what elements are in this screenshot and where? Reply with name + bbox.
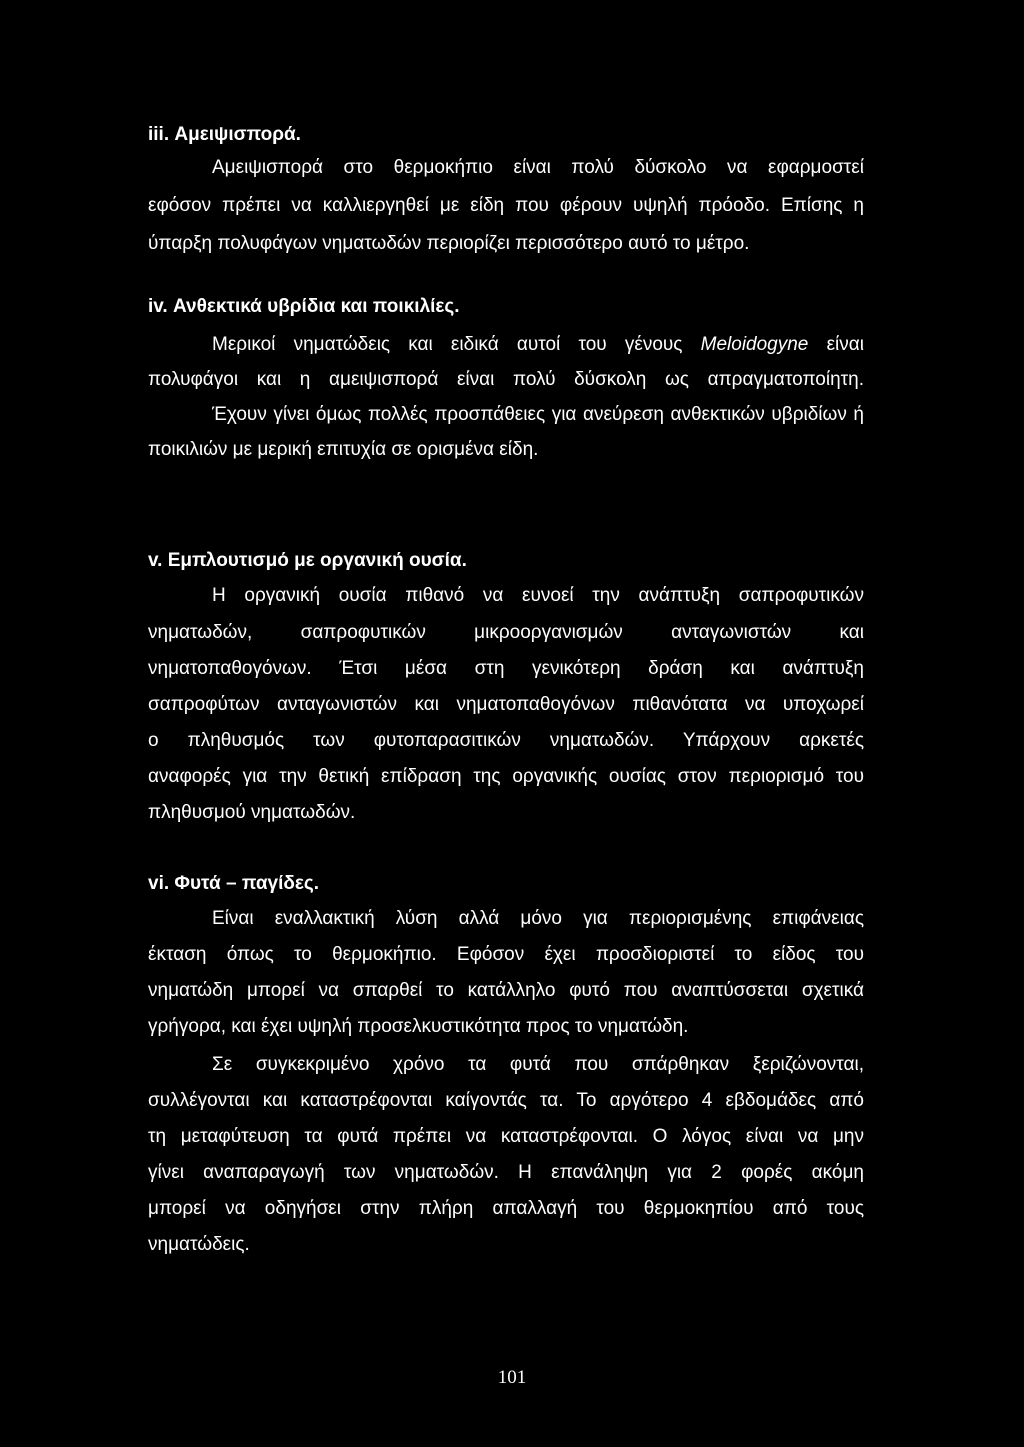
genus-name: Meloidogyne	[700, 334, 809, 355]
paragraph-line	[212, 335, 864, 354]
paragraph-line: Η οργανική ουσία πιθανό να ευνοεί την ανάπτυξη σαπροφυτικών	[212, 585, 864, 606]
paragraph-line: αναφορές για την θετική επίδραση της οργανικής ουσίας στον περιορισμό του	[148, 766, 864, 787]
paragraph-line: πολυφάγοι και η αμειψισπορά είναι πολύ δύσκολη ως απραγματοποίητη.	[148, 369, 864, 390]
paragraph-line: ο πληθυσμός των φυτοπαρασιτικών νηματωδών. Υπάρχουν αρκετές	[148, 730, 864, 751]
line-text: Μερικοί νηματώδεις και ειδικά αυτοί του γένους	[212, 334, 701, 355]
line-text: είναι	[808, 334, 864, 355]
paragraph-line: Είναι εναλλακτική λύση αλλά μόνο για περιορισμένης επιφάνειας	[212, 908, 864, 929]
paragraph-line: πληθυσμού νηματωδών.	[148, 802, 356, 823]
paragraph-line: νηματώδεις.	[148, 1234, 250, 1255]
section-heading-crop-rotation: iii. Αμειψισπορά.	[148, 124, 301, 145]
page-number: 101	[497, 1367, 527, 1388]
section-heading-resistant-hybrids: iv. Ανθεκτικά υβρίδια και ποικιλίες.	[148, 296, 460, 317]
paragraph-line: έκταση όπως το θερμοκήπιο. Εφόσον έχει προσδιοριστεί το είδος του	[148, 944, 864, 965]
paragraph-line: ποικιλιών με μερική επιτυχία σε ορισμένα είδη.	[148, 439, 539, 460]
paragraph-line: Αμειψισπορά στο θερμοκήπιο είναι πολύ δύσκολο να εφαρμοστεί	[212, 157, 864, 178]
section-heading-organic-matter: v. Εμπλουτισμό με οργανική ουσία.	[148, 550, 467, 571]
paragraph-line: τη μεταφύτευση τα φυτά πρέπει να καταστρέφονται. Ο λόγος είναι να μην	[148, 1126, 864, 1147]
paragraph-line: συλλέγονται και καταστρέφονται καίγοντάς τα. Το αργότερο 4 εβδομάδες από	[148, 1090, 864, 1111]
paragraph-line: νηματώδη μπορεί να σπαρθεί το κατάλληλο φυτό που αναπτύσσεται σχετικά	[148, 980, 864, 1001]
paragraph-line: σαπροφύτων ανταγωνιστών και νηματοπαθογόνων πιθανότατα να υποχωρεί	[148, 694, 864, 715]
paragraph-line: νηματοπαθογόνων. Έτσι μέσα στη γενικότερη δράση και ανάπτυξη	[148, 658, 864, 679]
paragraph-line: Έχουν γίνει όμως πολλές προσπάθειες για ανεύρεση ανθεκτικών υβριδίων ή	[212, 404, 864, 425]
section-heading-trap-plants: vi. Φυτά – παγίδες.	[148, 873, 320, 894]
paragraph-line: Σε συγκεκριμένο χρόνο τα φυτά που σπάρθηκαν ξεριζώνονται,	[212, 1054, 864, 1075]
paragraph-line: μπορεί να οδηγήσει στην πλήρη απαλλαγή του θερμοκηπίου από τους	[148, 1198, 864, 1219]
paragraph-line: εφόσον πρέπει να καλλιεργηθεί με είδη που φέρουν υψηλή πρόοδο. Επίσης η	[148, 195, 864, 216]
paragraph-line: νηματωδών, σαπροφυτικών μικροοργανισμών ανταγωνιστών και	[148, 622, 864, 643]
paragraph-line: γίνει αναπαραγωγή των νηματωδών. Η επανάληψη για 2 φορές ακόμη	[148, 1162, 864, 1183]
paragraph-line: ύπαρξη πολυφάγων νηματωδών περιορίζει περισσότερο αυτό το μέτρο.	[148, 233, 750, 254]
paragraph-line: γρήγορα, και έχει υψηλή προσελκυστικότητα προς το νηματώδη.	[148, 1016, 689, 1037]
